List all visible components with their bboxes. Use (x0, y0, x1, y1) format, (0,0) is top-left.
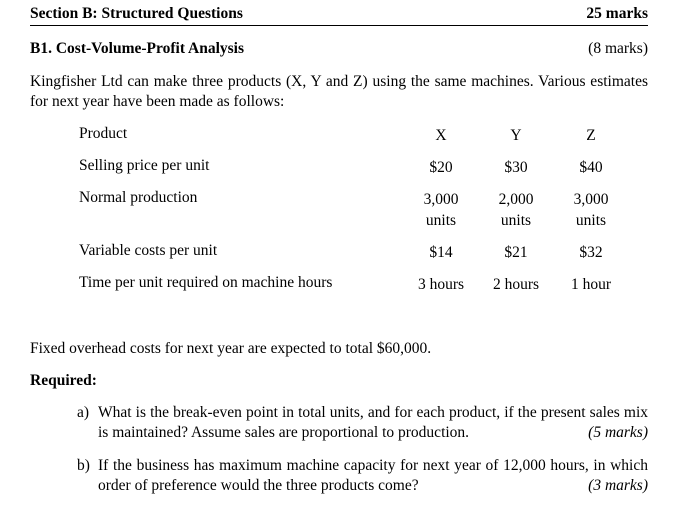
table-header-y: Y (510, 127, 522, 144)
part-a-marks: (5 marks) (588, 424, 648, 441)
selling-price-label: Selling price per unit (79, 157, 210, 174)
normal-production-y-value: 2,000 (498, 191, 534, 208)
normal-production-z-unit: units (575, 212, 607, 229)
variable-costs-z: $32 (579, 244, 603, 261)
machine-hours-z: 1 hour (570, 276, 612, 293)
normal-production-y-unit: units (500, 212, 532, 229)
selling-price-y: $30 (504, 159, 528, 176)
machine-hours-label: Time per unit required on machine hours (79, 274, 333, 291)
normal-production-z-value: 3,000 (573, 191, 609, 208)
question-title: B1. Cost-Volume-Profit Analysis (30, 40, 244, 57)
machine-hours-y: 2 hours (492, 276, 540, 293)
question-marks: (8 marks) (588, 40, 648, 57)
part-b-body (98, 456, 648, 496)
variable-costs-y: $21 (504, 244, 528, 261)
section-marks: 25 marks (586, 5, 648, 22)
table-header-label: Product (79, 125, 128, 142)
question-intro: Kingfisher Ltd can make three products (X, Y and Z) using the same machines. Various estimates for next year have been made as follows: (30, 73, 648, 110)
normal-production-z (556, 189, 626, 231)
normal-production-x (406, 189, 476, 231)
required-heading: Required: (30, 372, 97, 389)
variable-costs-x: $14 (429, 244, 453, 261)
table-header-x: X (435, 127, 447, 144)
section-title: Section B: Structured Questions (30, 5, 243, 22)
part-b-letter: b) (77, 457, 90, 474)
selling-price-x: $20 (429, 159, 453, 176)
part-a-body (98, 403, 648, 443)
part-b-marks: (3 marks) (588, 477, 648, 494)
part-a-letter: a) (77, 404, 90, 421)
selling-price-z: $40 (579, 159, 603, 176)
section-header (30, 5, 648, 26)
normal-production-y (481, 189, 551, 231)
table-header-z: Z (586, 127, 596, 144)
variable-costs-label: Variable costs per unit (79, 242, 218, 259)
fixed-overhead-text: Fixed overhead costs for next year are expected to total $60,000. (30, 340, 432, 357)
part-b-text: If the business has maximum machine capacity for next year of 12,000 hours, in which order of preference would the three products come? (98, 457, 648, 494)
normal-production-label: Normal production (79, 189, 198, 206)
normal-production-x-value: 3,000 (423, 191, 459, 208)
exam-page (30, 0, 648, 515)
normal-production-x-unit: units (425, 212, 457, 229)
machine-hours-x: 3 hours (417, 276, 465, 293)
part-a-text: What is the break-even point in total units, and for each product, if the present sales mix is maintained? Assume sales are proportional to production. (98, 404, 648, 441)
